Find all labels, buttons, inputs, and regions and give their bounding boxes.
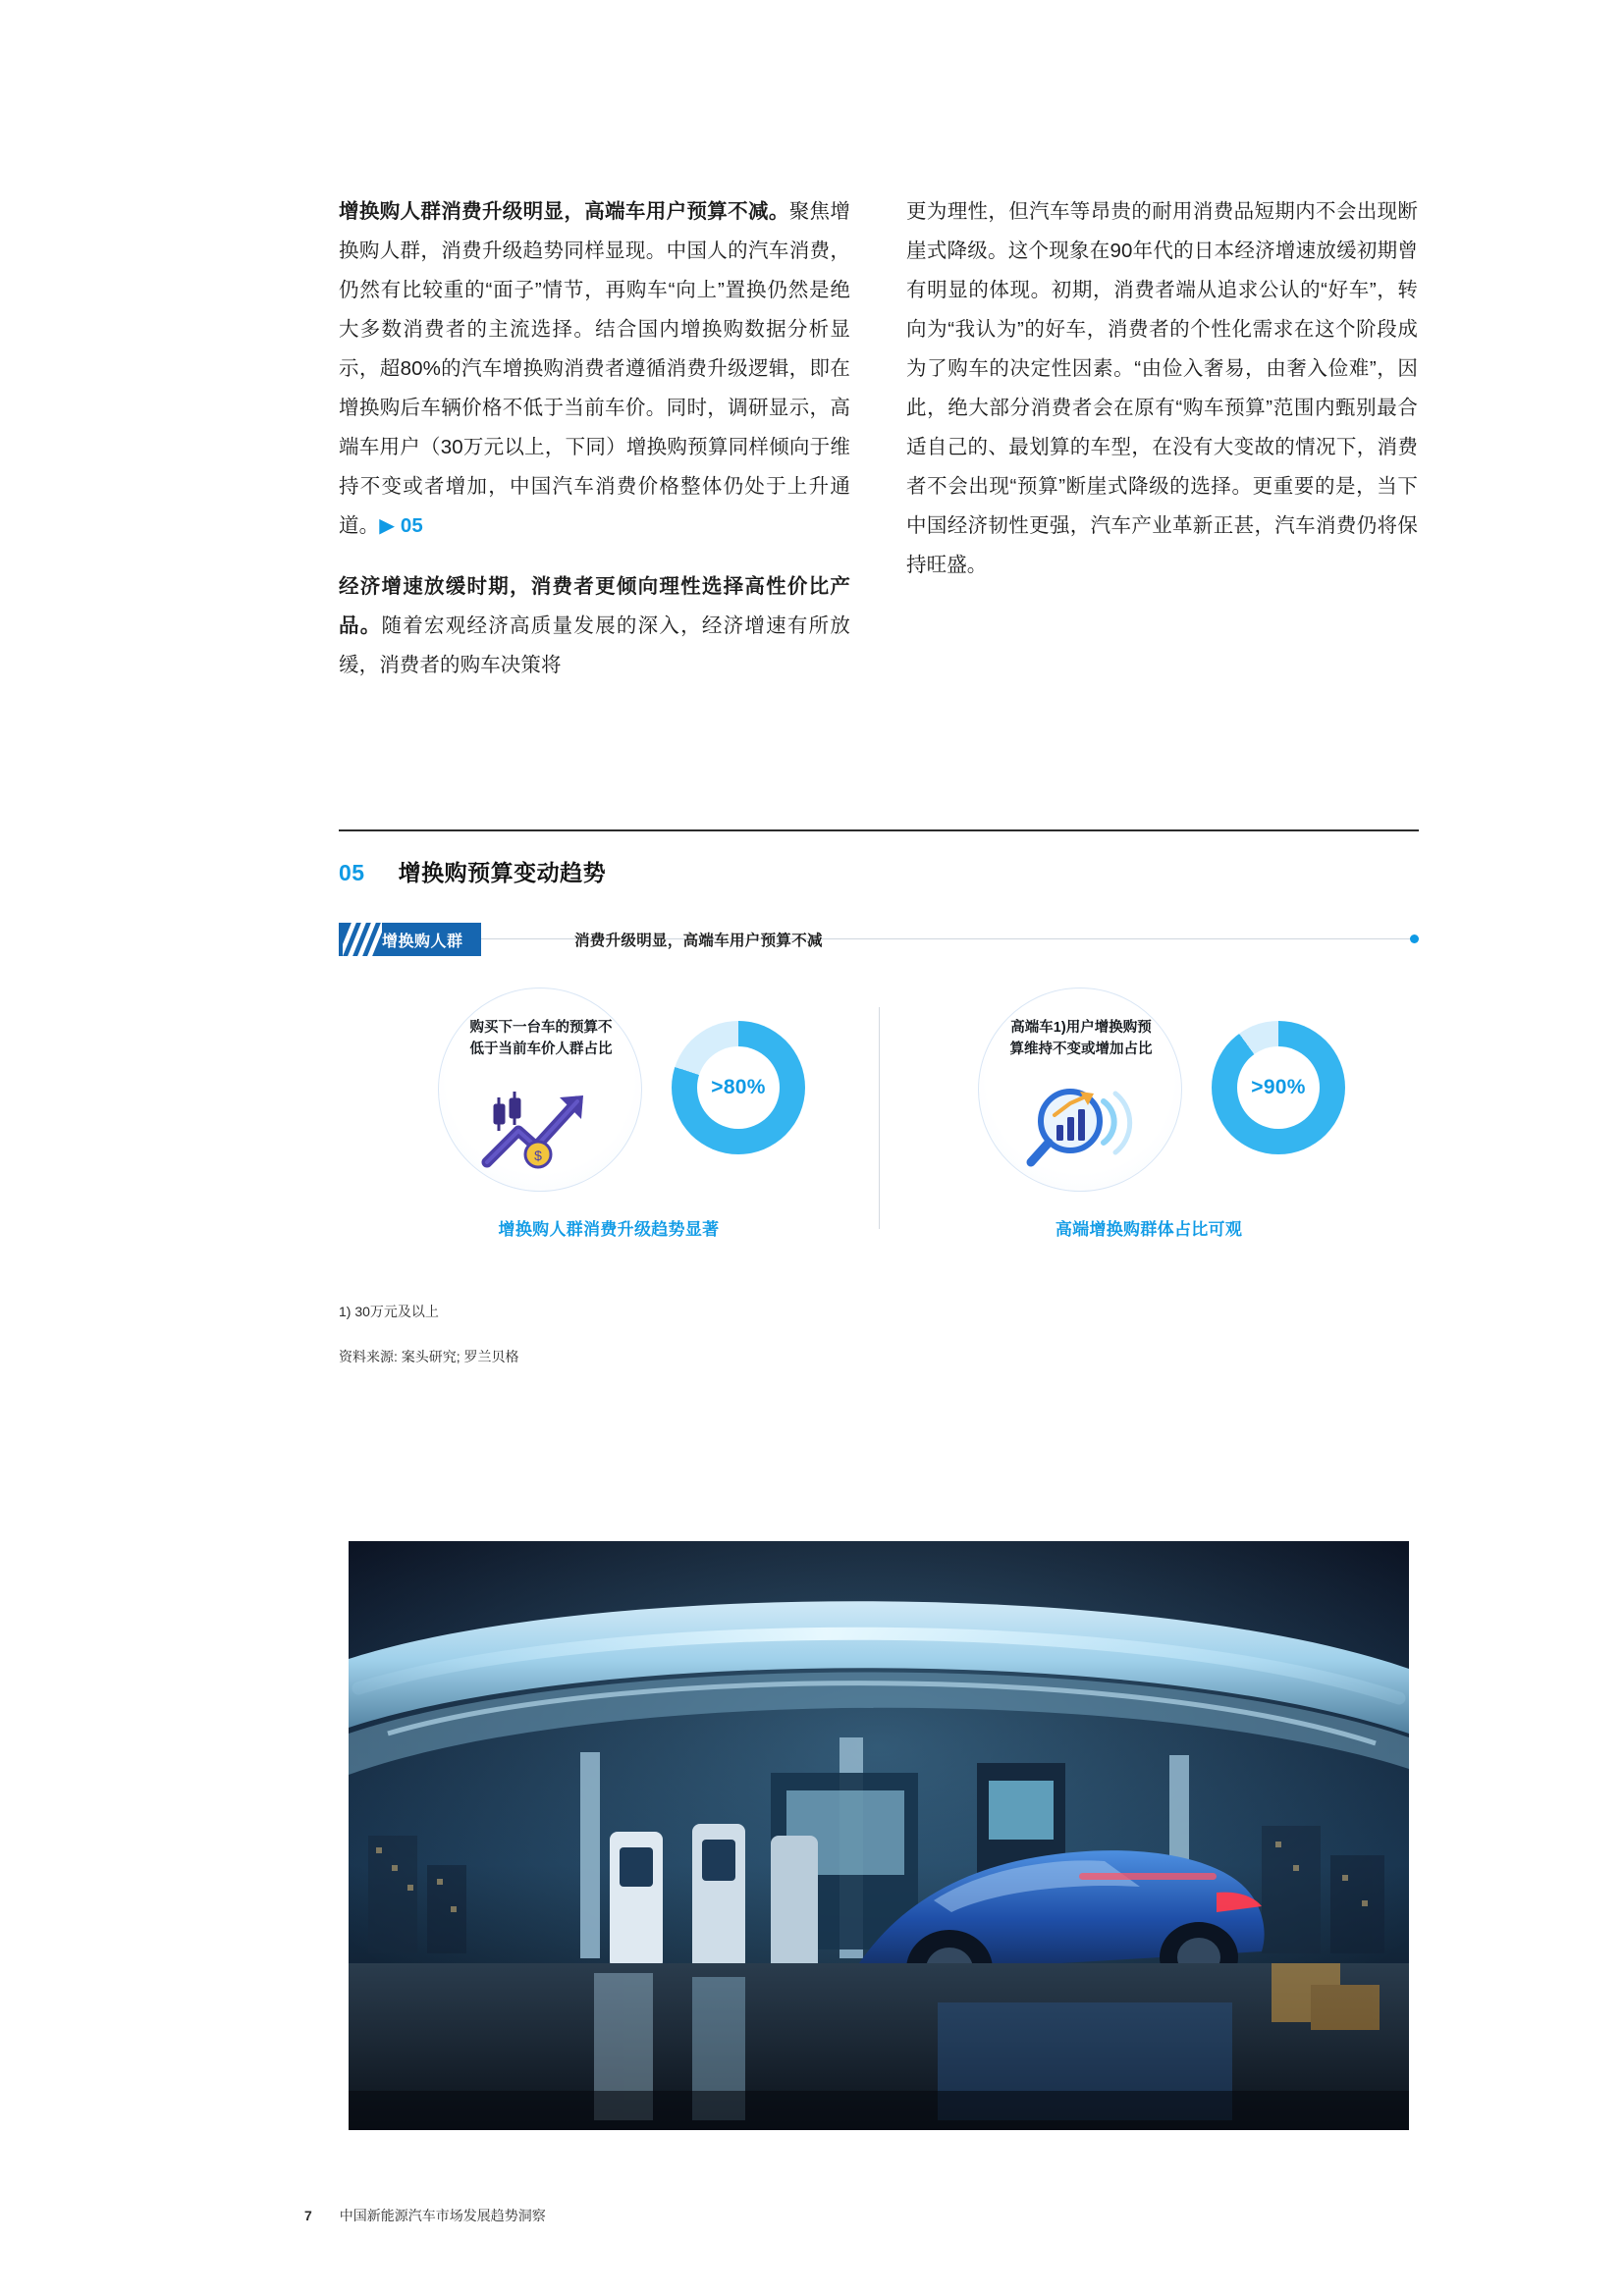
exhibit-panels — [339, 984, 1419, 1268]
paragraph-lead: 增换购人群消费升级明显，高端车用户预算不减。 — [339, 200, 789, 223]
panel-ring-label: 高端车1)用户增换购预算维持不变或增加占比 — [1009, 1020, 1153, 1057]
paragraph — [339, 567, 850, 685]
article-column-right — [906, 192, 1418, 685]
exhibit-reference: ▶ 05 — [379, 514, 423, 537]
exhibit-number: 05 — [339, 860, 365, 885]
exhibit-title: 增换购预算变动趋势 — [398, 860, 607, 885]
panel-caption: 增换购人群消费升级趋势显著 — [498, 1220, 720, 1239]
paragraph-text: 聚焦增换购人群，消费升级趋势同样显现。中国人的汽车消费，仍然有比较重的“面子”情节，再购车“向上”置换仍然是绝大多数消费者的主流选择。结合国内增换购数据分析显示，超80%的汽车增换购消费者遵循消费升级逻辑，即在增换购后车辆价格不低于当前车价。同时，调研显示，高端车用户（30万元以上，下同）增换购预算同样倾向于维持不变或者增加，中国汽车消费价格整体仍处于上升通道。 — [339, 200, 850, 537]
panel-donut-chart — [672, 1021, 805, 1154]
page-number: 7 — [304, 2208, 312, 2223]
exhibit-top-rule — [339, 829, 1419, 831]
paragraph-lead: 经济增速放缓时期，消费者更倾向理性选择高性价比产品。 — [339, 575, 850, 637]
exhibit-source: 资料来源: 案头研究; 罗兰贝格 — [339, 1349, 519, 1364]
panel-visual — [943, 984, 1355, 1190]
article-column-left — [339, 192, 850, 685]
exhibit-header — [339, 855, 1419, 887]
banner-slash-icon — [343, 923, 382, 956]
banner-tag-label: 增换购人群 — [382, 933, 463, 950]
panel-donut-value: >80% — [697, 1046, 780, 1129]
panel-visual — [403, 984, 815, 1190]
exhibit-banner — [339, 923, 1419, 956]
paragraph — [906, 192, 1418, 585]
paragraph-text: 随着宏观经济高质量发展的深入，经济增速有所放缓，消费者的购车决策将 — [339, 614, 850, 676]
magnifier-chart-icon — [1019, 1086, 1143, 1170]
panel-donut-chart — [1212, 1021, 1345, 1154]
banner-subtitle: 消费升级明显，高端车用户预算不减 — [574, 933, 823, 949]
paragraph-text: 更为理性，但汽车等昂贵的耐用消费品短期内不会出现断崖式降级。这个现象在90年代的日本经济增速放缓初期曾有明显的体现。初期，消费者端从追求公认的“好车”，转向为“我认为”的好车，消费者的个性化需求在这个阶段成为了购车的决定性因素。“由俭入奢易，由奢入俭难”，因此，绝大部分消费者会在原有“购车预算”范围内甄别最合适自己的、最划算的车型，在没有大变故的情况下，消费者不会出现“预算”断崖式降级的选择。更重要的是，当下中国经济韧性更强，汽车产业革新正甚，汽车消费仍将保持旺盛。 — [906, 200, 1418, 576]
document-title: 中国新能源汽车市场发展趋势洞察 — [339, 2208, 546, 2223]
growth-arrow-icon — [479, 1086, 603, 1170]
svg-text:$: $ — [534, 1148, 542, 1163]
banner-rule — [339, 938, 1419, 939]
exhibit-footnote: 1) 30万元及以上 — [339, 1304, 439, 1319]
exhibit-05 — [339, 829, 1419, 1366]
panel-donut-value: >90% — [1237, 1046, 1320, 1129]
banner-end-dot-icon — [1410, 934, 1419, 943]
ev-charging-station-night-photo — [349, 1541, 1409, 2130]
panel-caption: 高端增换购群体占比可观 — [1055, 1220, 1243, 1239]
exhibit-panel-1 — [339, 984, 879, 1268]
panel-ring-label: 购买下一台车的预算不低于当前车价人群占比 — [469, 1020, 613, 1057]
exhibit-panel-2 — [879, 984, 1419, 1268]
page-footer — [304, 2206, 546, 2225]
banner-tag — [339, 923, 481, 956]
paragraph — [339, 192, 850, 546]
article-body — [339, 192, 1419, 685]
